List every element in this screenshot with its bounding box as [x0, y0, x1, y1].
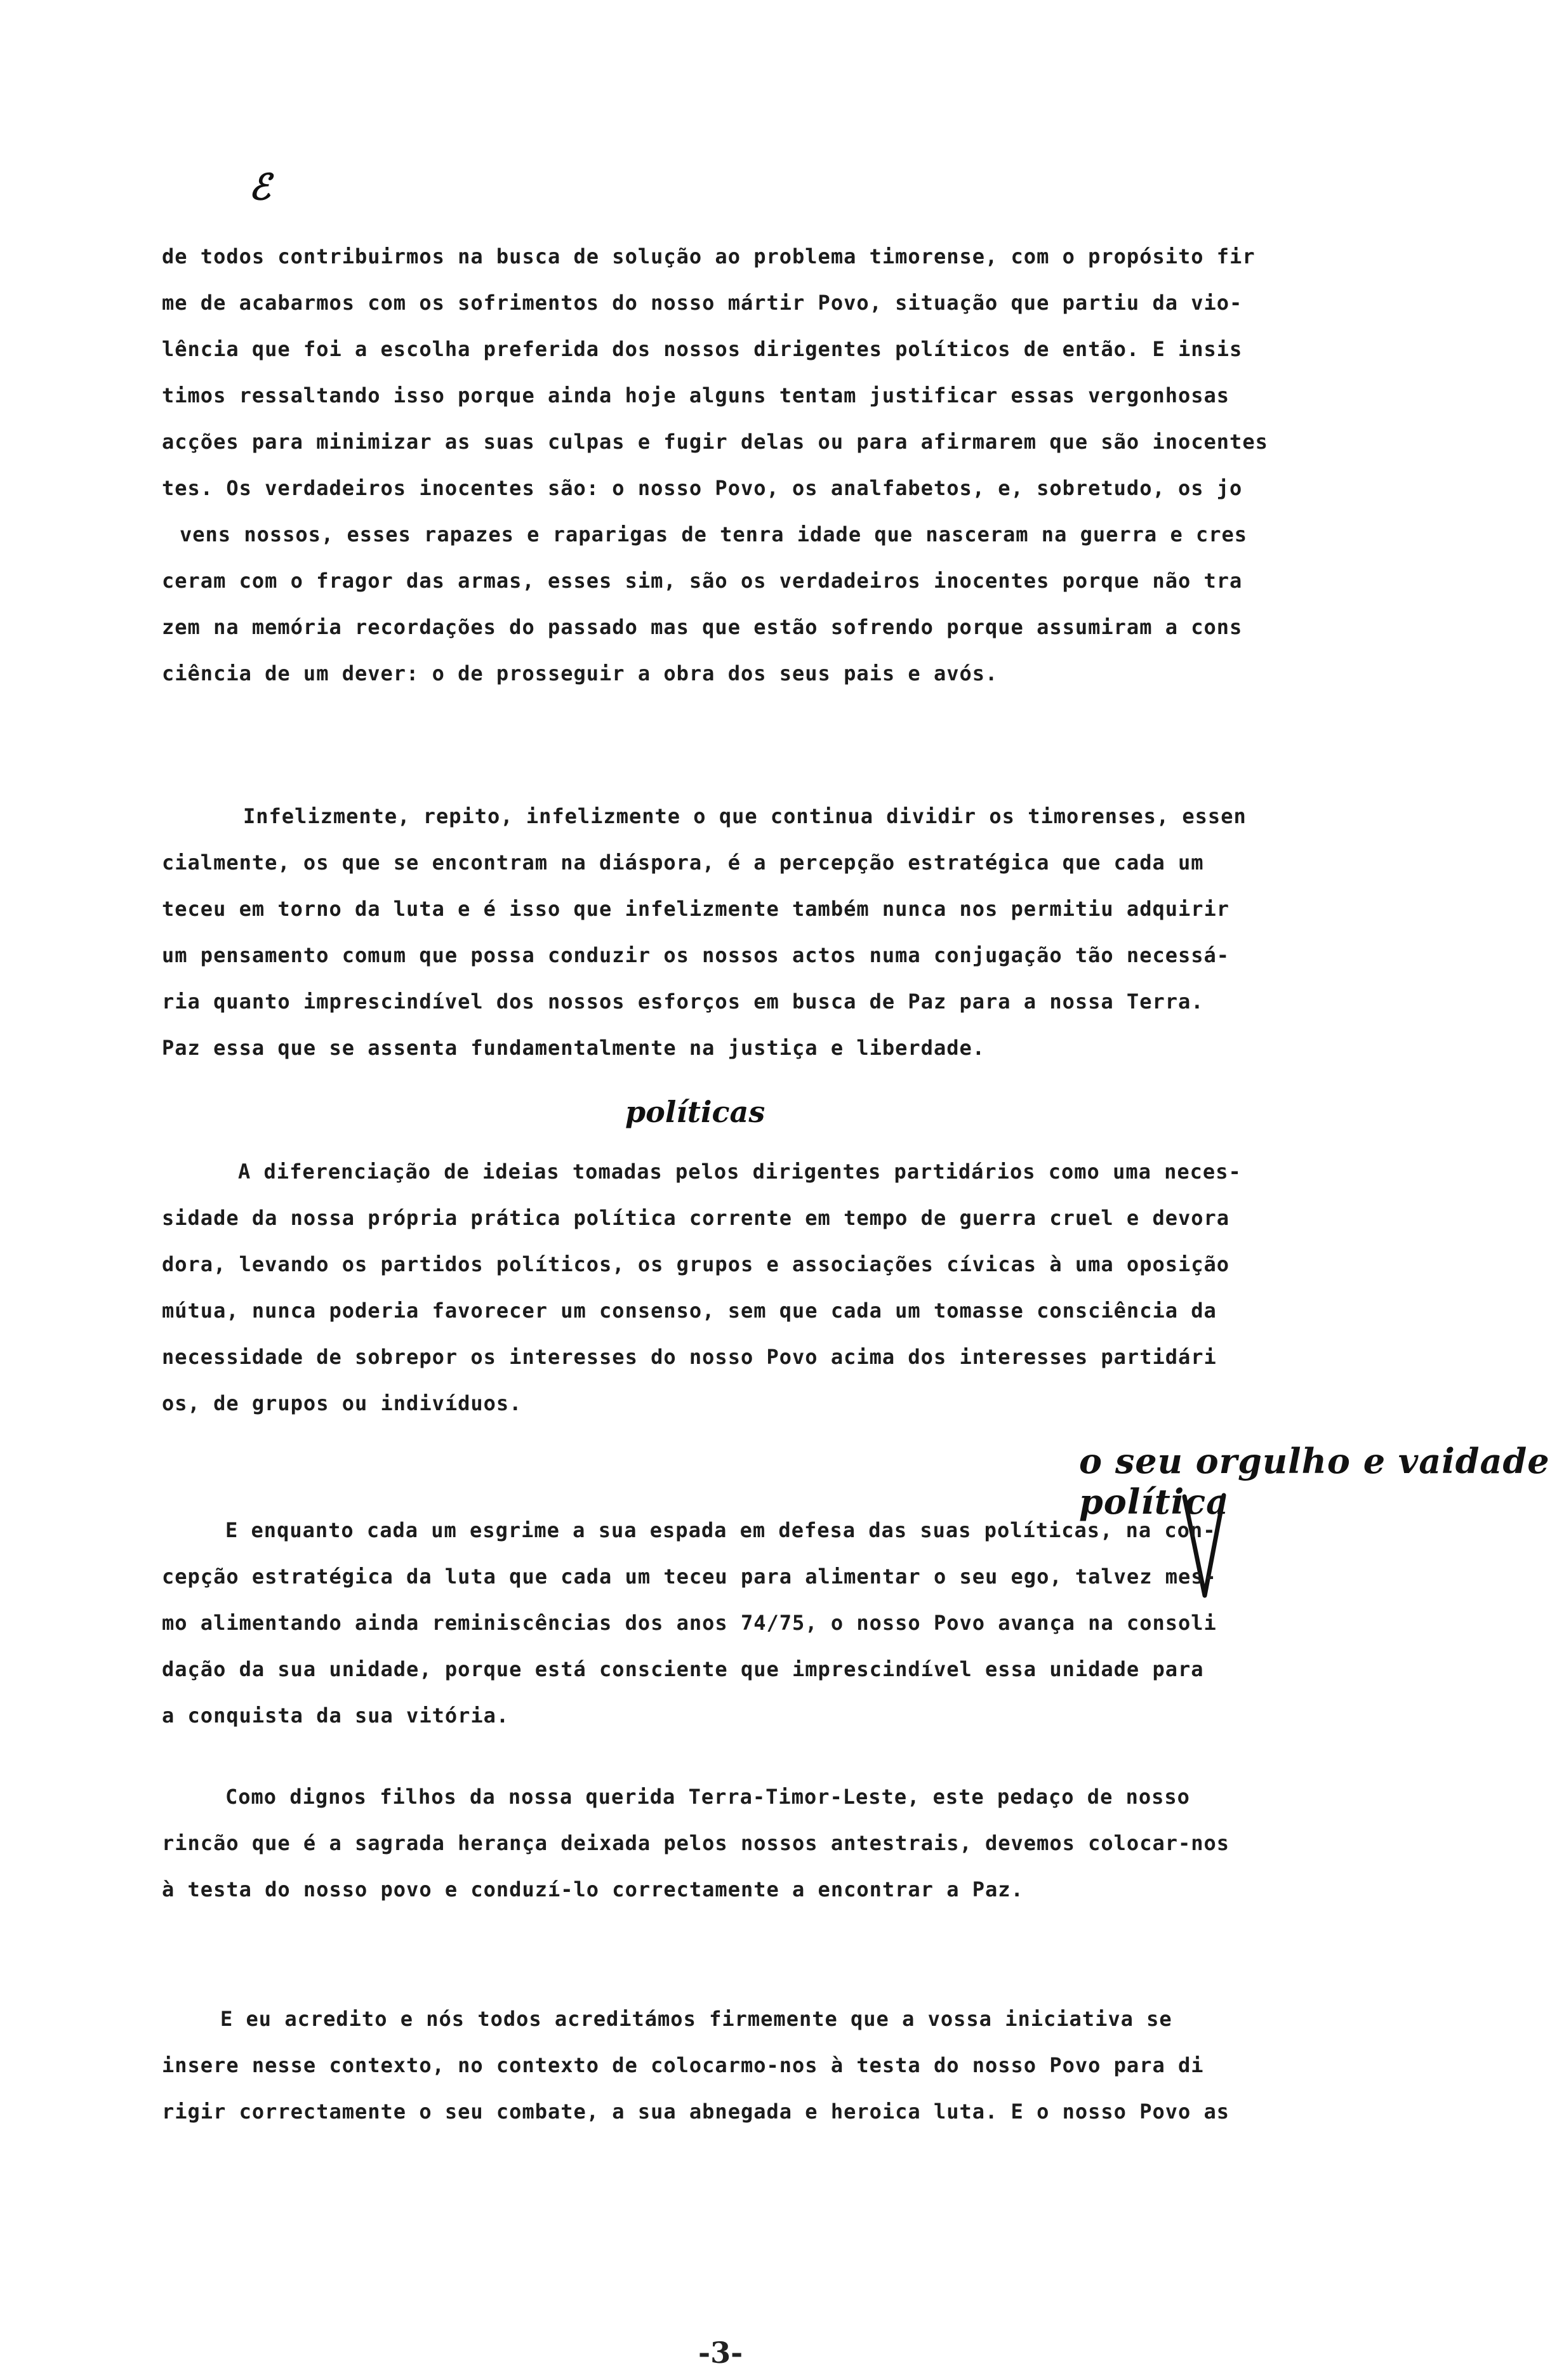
paragraph-1 [162, 234, 1501, 697]
text-line: A diferenciação de ideias tomadas pelos dirigentes partidários como uma neces- [238, 1160, 1242, 1184]
text-line: mútua, nunca poderia favorecer um consenso, sem que cada um tomasse consciência da [162, 1299, 1217, 1323]
paragraph-2 [162, 793, 1501, 1071]
text-line: a conquista da sua vitória. [162, 1703, 510, 1728]
text-line: rincão que é a sagrada herança deixada pelos nossos antestrais, devemos colocar-nos [162, 1831, 1230, 1855]
text-line: vens nossos, esses rapazes e raparigas de tenra idade que nasceram na guerra e cres [180, 522, 1248, 546]
handwritten-insertion: o seu orgulho e vaidade política [1079, 1441, 1550, 1522]
text-line: ceram com o fragor das armas, esses sim, são os verdadeiros inocentes porque não tra [162, 569, 1243, 593]
text-line: insere nesse contexto, no contexto de colocarmo-nos à testa do nosso Povo para di [162, 2053, 1204, 2077]
text-line: cepção estratégica da luta que cada um teceu para alimentar o seu ego, talvez mes- [162, 1564, 1217, 1589]
text-line: teceu em torno da luta e é isso que infelizmente também nunca nos permitiu adquirir [162, 897, 1230, 921]
handwritten-mark: ℰ [249, 166, 270, 208]
text-line: timos ressaltando isso porque ainda hoje alguns tentam justificar essas vergonhosas [162, 383, 1230, 407]
text-line: tes. Os verdadeiros inocentes são: o nosso Povo, os analfabetos, e, sobretudo, os jo [162, 476, 1243, 500]
text-line: à testa do nosso povo e conduzí-lo correctamente a encontrar a Paz. [162, 1877, 1024, 1901]
text-line: Como dignos filhos da nossa querida Terra-Timor-Leste, este pedaço de nosso [225, 1785, 1190, 1809]
text-line: zem na memória recordações do passado mas que estão sofrendo porque assumiram a cons [162, 615, 1243, 639]
text-line: dora, levando os partidos políticos, os grupos e associações cívicas à uma oposição [162, 1252, 1230, 1276]
text-line: ciência de um dever: o de prosseguir a obra dos seus pais e avós. [162, 661, 998, 685]
text-line: Infelizmente, repito, infelizmente o que continua dividir os timorenses, essen [243, 804, 1247, 828]
text-line: lência que foi a escolha preferida dos nossos dirigentes políticos de então. E insis [162, 337, 1243, 361]
text-line: sidade da nossa própria prática política corrente em tempo de guerra cruel e devora [162, 1206, 1230, 1230]
text-line: me de acabarmos com os sofrimentos do nosso mártir Povo, situação que partiu da vio- [162, 291, 1243, 315]
text-line: Paz essa que se assenta fundamentalmente na justiça e liberdade. [162, 1036, 985, 1060]
paragraph-4 [162, 1507, 1501, 1739]
paragraph-3 [162, 1149, 1501, 1427]
page-number: -3- [698, 2336, 743, 2370]
paragraph-6 [162, 1996, 1501, 2135]
handwritten-insertion: políticas [625, 1095, 765, 1129]
paragraph-5 [162, 1774, 1501, 1913]
text-line: dação da sua unidade, porque está consciente que imprescindível essa unidade para [162, 1657, 1204, 1681]
text-line: cialmente, os que se encontram na diáspora, é a percepção estratégica que cada um [162, 850, 1204, 875]
text-line: E enquanto cada um esgrime a sua espada em defesa das suas políticas, na con- [225, 1518, 1216, 1542]
text-line: rigir correctamente o seu combate, a sua abnegada e heroica luta. E o nosso Povo as [162, 2099, 1230, 2124]
text-line: de todos contribuirmos na busca de solução ao problema timorense, com o propósito fir [162, 244, 1256, 268]
text-line: necessidade de sobrepor os interesses do nosso Povo acima dos interesses partidári [162, 1345, 1217, 1369]
text-line: E eu acredito e nós todos acreditámos firmemente que a vossa iniciativa se [220, 2007, 1172, 2031]
text-line: os, de grupos ou indivíduos. [162, 1391, 522, 1415]
text-line: mo alimentando ainda reminiscências dos anos 74/75, o nosso Povo avança na consoli [162, 1611, 1217, 1635]
text-line: acções para minimizar as suas culpas e fugir delas ou para afirmarem que são inocentes [162, 430, 1268, 454]
text-line: um pensamento comum que possa conduzir os nossos actos numa conjugação tão necessá- [162, 943, 1230, 967]
text-line: ria quanto imprescindível dos nossos esforços em busca de Paz para a nossa Terra. [162, 989, 1204, 1014]
